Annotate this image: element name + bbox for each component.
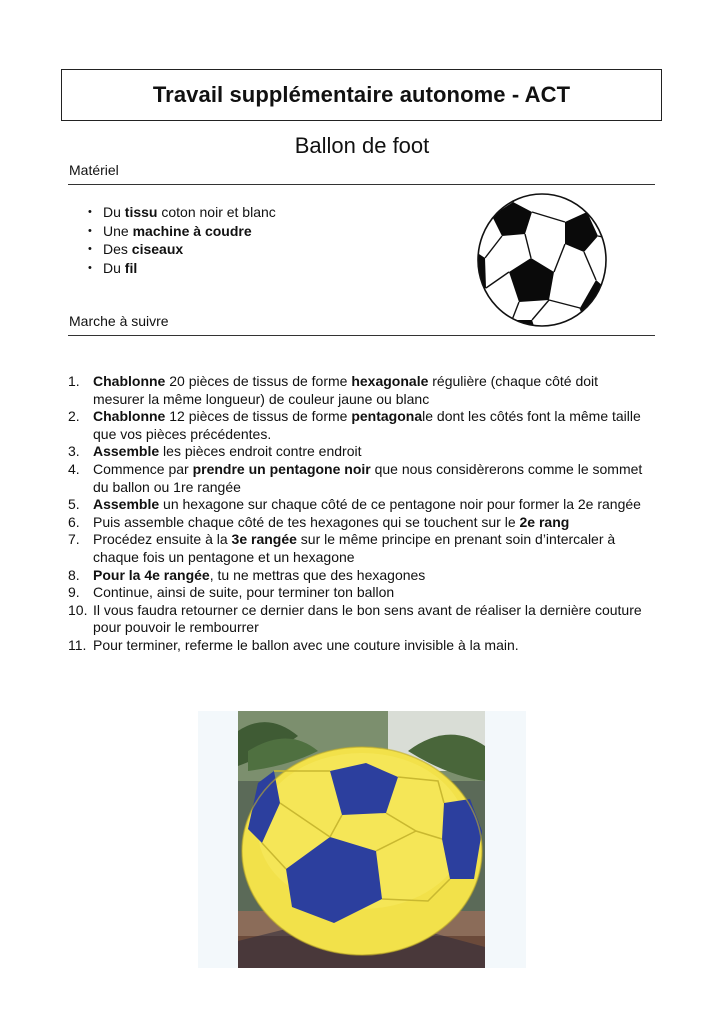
- step-text: Pour terminer, referme le ballon avec une couture invisible à la main.: [93, 636, 519, 653]
- step-text-bold: Pour la 4e rangée: [93, 566, 210, 583]
- step-number: 8.: [68, 566, 80, 583]
- step-number: 2.: [68, 408, 80, 425]
- step-text: Procédez ensuite à la: [93, 531, 232, 548]
- step-number: 6.: [68, 513, 80, 530]
- divider: [68, 335, 655, 336]
- materiel-item-bold: fil: [124, 259, 138, 276]
- step-text: Continue, ainsi de suite, pour terminer ton ballon: [93, 584, 395, 601]
- divider: [68, 184, 655, 185]
- materiel-item-text: Du: [103, 259, 125, 276]
- materiel-item-text: Des: [103, 241, 132, 257]
- step-text-bold: hexagonale: [351, 373, 429, 389]
- materiel-item-bold: machine à coudre: [132, 222, 252, 239]
- step-text-bold: prendre un pentagone noir: [192, 460, 371, 477]
- step-text: Commence par: [93, 460, 193, 477]
- materiel-item-text: coton noir et blanc: [157, 204, 276, 220]
- steps-list: [68, 373, 648, 655]
- materiel-item-bold: tissu: [124, 204, 158, 220]
- materiel-item-text: Du: [103, 204, 125, 220]
- materiel-item: [88, 259, 276, 278]
- step-item: [68, 531, 648, 566]
- step-text-bold: Assemble: [93, 496, 160, 513]
- step-text: les pièces endroit contre endroit: [159, 443, 362, 460]
- step-text: que nous considèrerons comme le sommet du ballon ou 1re rangée: [93, 460, 643, 495]
- step-text-bold: Chablonne: [93, 373, 166, 389]
- step-number: 1.: [68, 373, 80, 389]
- materiel-heading: Matériel: [69, 162, 119, 178]
- marche-heading: Marche à suivre: [69, 313, 169, 329]
- step-number: 11.: [68, 636, 87, 653]
- document-title: Travail supplémentaire autonome - ACT: [152, 82, 571, 107]
- step-number: 9.: [68, 584, 80, 601]
- step-number: 4.: [68, 460, 80, 477]
- step-text-bold: pentagona: [351, 408, 423, 425]
- step-item: [68, 461, 648, 496]
- step-item: [68, 408, 648, 443]
- step-text: , tu ne mettras que des hexagones: [209, 566, 426, 583]
- yellow-blue-soccer-beanbag-photo: [238, 711, 485, 968]
- step-item: [68, 584, 648, 602]
- title-box: [61, 69, 662, 121]
- step-text: 12 pièces de tissus de forme: [165, 408, 352, 425]
- step-text: régulière (chaque côté doit mesurer la même longueur) de couleur jaune ou blanc: [93, 373, 599, 407]
- step-item: [68, 443, 648, 461]
- step-text: le dont les côtés font la même taille que vos pièces précédentes.: [93, 408, 641, 442]
- step-item: [68, 567, 648, 585]
- step-text-bold: 3e rangée: [231, 531, 297, 548]
- step-number: 7.: [68, 531, 80, 548]
- materiel-item: [88, 240, 276, 259]
- soccer-ball-drawing: [476, 192, 610, 330]
- materiel-item: [88, 222, 276, 241]
- step-item: [68, 373, 648, 408]
- step-text-bold: 2e rang: [519, 513, 570, 530]
- ball-pattern: [476, 192, 610, 330]
- materiel-item: [88, 203, 276, 222]
- step-number: 10.: [68, 601, 88, 618]
- step-text: 20 pièces de tissus de forme: [165, 373, 352, 389]
- materiel-item-text: Une: [103, 222, 133, 239]
- materials-list: [88, 203, 276, 277]
- step-text: un hexagone sur chaque côté de ce pentagone noir pour former la 2e rangée: [159, 496, 641, 513]
- step-item: [68, 514, 648, 532]
- step-text-bold: Chablonne: [93, 408, 166, 425]
- subtitle: Ballon de foot: [294, 133, 430, 158]
- step-text: Il vous faudra retourner ce dernier dans le bon sens avant de réaliser la dernière couture pour pouvoir le rembourrer: [93, 601, 642, 636]
- materiel-item-bold: ciseaux: [131, 241, 184, 257]
- step-item: [68, 602, 648, 637]
- step-text: Puis assemble chaque côté de tes hexagones qui se touchent sur le: [93, 513, 520, 530]
- photo-frame: [198, 711, 526, 968]
- step-number: 3.: [68, 443, 80, 460]
- step-number: 5.: [68, 496, 80, 513]
- step-text: sur le même principe en prenant soin d’intercaler à chaque fois un pentagone et un hexagone: [93, 531, 616, 565]
- step-item: [68, 637, 648, 655]
- step-item: [68, 496, 648, 514]
- step-text-bold: Assemble: [93, 443, 160, 460]
